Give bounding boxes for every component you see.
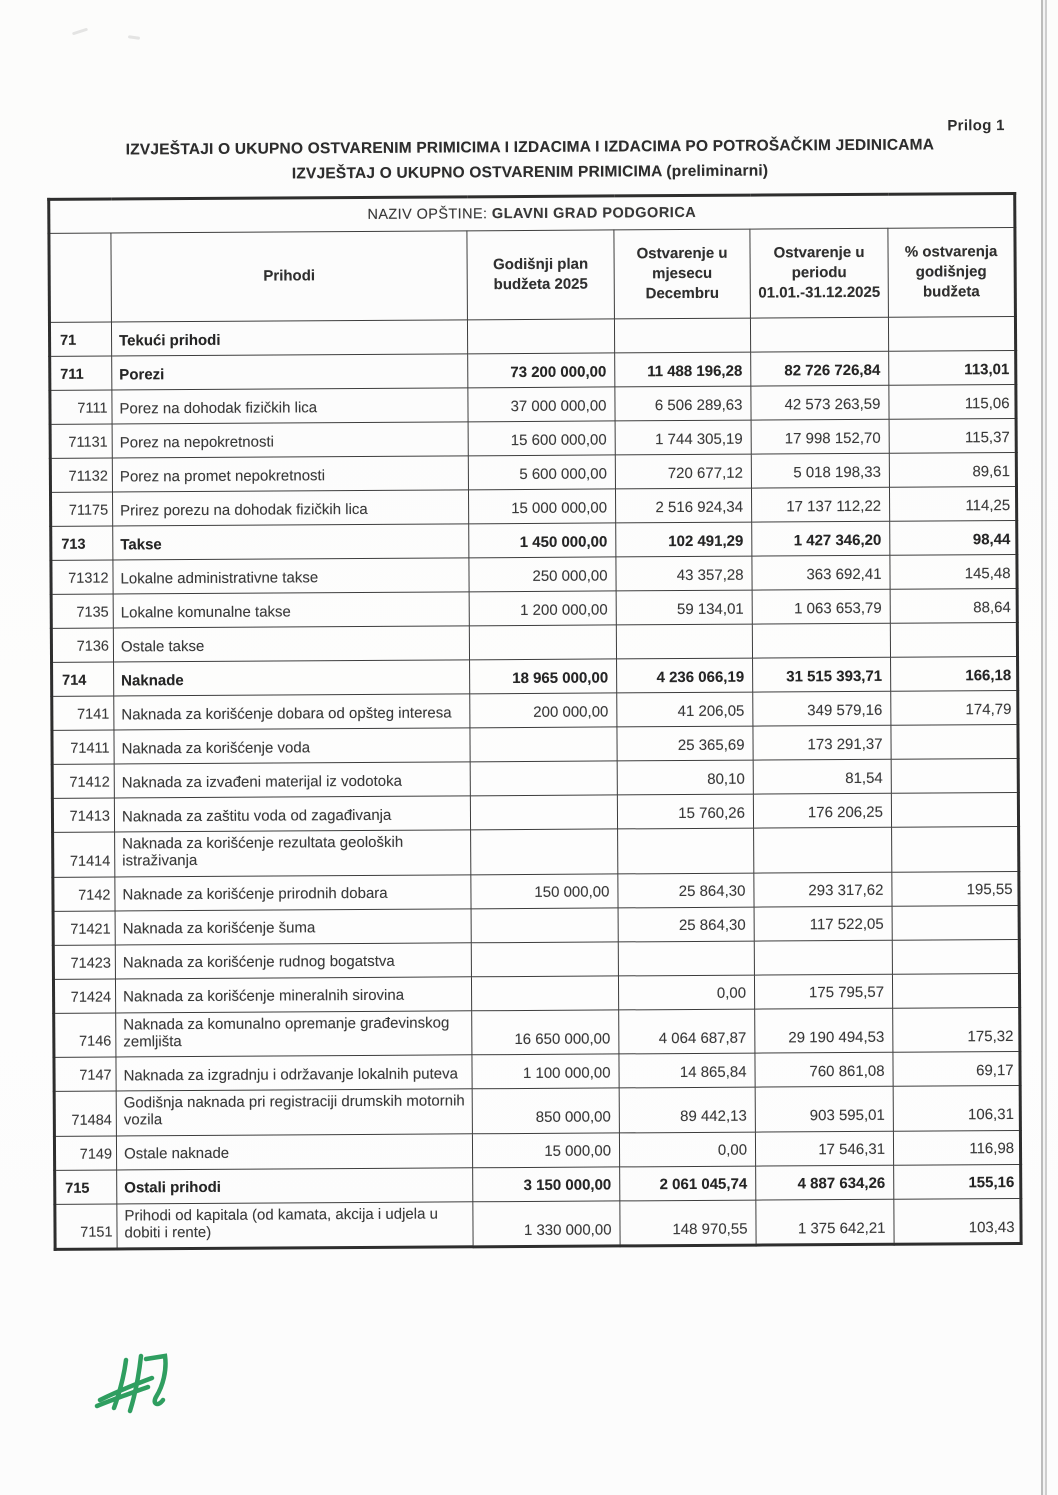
cell-pct bbox=[891, 724, 1018, 759]
cell-code: 71132 bbox=[50, 458, 112, 492]
cell-code: 71412 bbox=[52, 764, 114, 798]
cell-month: 14 865,84 bbox=[619, 1053, 755, 1088]
cell-code: 7149 bbox=[54, 1135, 116, 1169]
cell-code: 7135 bbox=[51, 594, 113, 628]
cell-plan: 850 000,00 bbox=[472, 1088, 619, 1133]
cell-period: 1 063 653,79 bbox=[752, 589, 890, 624]
cell-pct bbox=[892, 939, 1019, 974]
cell-name: Naknada za korišćenje rezultata geoloških istraživanja bbox=[115, 830, 471, 877]
report-title-line2: IZVJEŠTAJ O UKUPNO OSTVARENIM PRIMICIMA (preliminarni) bbox=[291, 162, 769, 183]
cell-name: Prirez porezu na dohodak fizičkih lica bbox=[112, 490, 468, 526]
table-row bbox=[55, 1198, 1021, 1249]
cell-name: Ostali prihodi bbox=[117, 1167, 473, 1203]
report-title-line1: IZVJEŠTAJI O UKUPNO OSTVARENIM PRIMICIMA I IZDACIMA I IZDACIMA PO POTROŠAČKIM JEDINICAMA bbox=[125, 136, 935, 159]
cell-month: 102 491,29 bbox=[616, 522, 752, 557]
cell-month: 0,00 bbox=[618, 975, 754, 1010]
cell-name: Lokalne komunalne takse bbox=[113, 592, 469, 628]
header-prihodi: Prihodi bbox=[111, 231, 468, 322]
cell-month: 2 061 045,74 bbox=[620, 1166, 756, 1201]
cell-pct: 174,79 bbox=[891, 690, 1018, 725]
cell-name: Naknada za korišćenje rudnog bogatstva bbox=[115, 942, 471, 978]
table-row bbox=[53, 826, 1019, 876]
cell-plan bbox=[471, 907, 618, 942]
cell-pct: 106,31 bbox=[893, 1085, 1020, 1130]
cell-code: 711 bbox=[50, 356, 112, 390]
cell-period: 176 206,25 bbox=[753, 793, 891, 828]
cell-code: 71411 bbox=[52, 730, 114, 764]
cell-period: 117 522,05 bbox=[754, 906, 892, 941]
cell-month: 4 064 687,87 bbox=[619, 1009, 755, 1054]
cell-month: 6 506 289,63 bbox=[615, 386, 751, 421]
cell-period: 293 317,62 bbox=[754, 872, 892, 907]
cell-period: 31 515 393,71 bbox=[753, 657, 891, 692]
cell-month bbox=[616, 624, 752, 659]
cell-pct: 145,48 bbox=[890, 554, 1017, 589]
cell-period: 82 726 726,84 bbox=[751, 351, 889, 386]
header-code bbox=[49, 233, 112, 322]
cell-pct: 88,64 bbox=[890, 588, 1017, 623]
header-period-result: Ostvarenje u periodu 01.01.-31.12.2025 bbox=[750, 228, 889, 318]
cell-month: 2 516 924,34 bbox=[615, 488, 751, 523]
cell-name: Prihodi od kapitala (od kamata, akcija i udjela u dobiti i rente) bbox=[117, 1201, 473, 1249]
cell-code: 71131 bbox=[50, 424, 112, 458]
cell-name: Lokalne administrativne takse bbox=[113, 558, 469, 594]
cell-code: 7147 bbox=[54, 1057, 116, 1091]
cell-period: 349 579,16 bbox=[753, 691, 891, 726]
cell-name: Naknade za korišćenje prirodnih dobara bbox=[115, 874, 471, 910]
cell-code: 713 bbox=[51, 526, 113, 560]
cell-name: Porez na dohodak fizičkih lica bbox=[112, 388, 468, 424]
cell-name: Ostale takse bbox=[113, 626, 469, 662]
cell-pct bbox=[892, 826, 1019, 871]
cell-name: Naknada za zaštitu voda od zagađivanja bbox=[114, 796, 470, 832]
header-month-result: Ostvarenje u mjesecu Decembru bbox=[614, 229, 751, 319]
cell-month: 25 864,30 bbox=[618, 873, 754, 908]
cell-pct: 116,98 bbox=[893, 1130, 1020, 1165]
cell-code: 7146 bbox=[54, 1012, 116, 1057]
cell-plan: 200 000,00 bbox=[470, 693, 617, 728]
cell-plan bbox=[471, 975, 618, 1010]
cell-code: 7111 bbox=[50, 390, 112, 424]
cell-name: Ostale naknade bbox=[116, 1133, 472, 1169]
cell-month bbox=[618, 828, 754, 873]
table-body bbox=[49, 316, 1021, 1249]
cell-name: Porez na promet nepokretnosti bbox=[112, 456, 468, 492]
cell-plan bbox=[471, 941, 618, 976]
cell-pct bbox=[890, 622, 1017, 657]
cell-code: 7136 bbox=[51, 628, 113, 662]
cell-period: 29 190 494,53 bbox=[755, 1008, 893, 1053]
cell-name: Porez na nepokretnosti bbox=[112, 422, 468, 458]
cell-month: 43 357,28 bbox=[616, 556, 752, 591]
cell-pct bbox=[892, 905, 1019, 940]
cell-month: 25 365,69 bbox=[617, 726, 753, 761]
cell-plan: 1 200 000,00 bbox=[469, 591, 616, 626]
cell-pct: 89,61 bbox=[889, 452, 1016, 487]
cell-code: 715 bbox=[55, 1169, 117, 1203]
cell-pct bbox=[888, 316, 1015, 351]
cell-plan: 18 965 000,00 bbox=[470, 659, 617, 694]
cell-month: 11 488 196,28 bbox=[615, 352, 751, 387]
cell-code: 71312 bbox=[51, 560, 113, 594]
cell-plan: 3 150 000,00 bbox=[473, 1166, 620, 1201]
cell-period bbox=[754, 940, 892, 975]
cell-name: Naknada za korišćenje mineralnih sirovina bbox=[115, 976, 471, 1012]
cell-plan: 73 200 000,00 bbox=[468, 353, 615, 388]
table-row bbox=[54, 1007, 1020, 1057]
cell-period: 363 692,41 bbox=[752, 555, 890, 590]
cell-name: Takse bbox=[113, 524, 469, 560]
municipality-name: GLAVNI GRAD PODGORICA bbox=[491, 204, 697, 223]
cell-period: 760 861,08 bbox=[755, 1052, 893, 1087]
cell-name: Tekući prihodi bbox=[111, 320, 467, 356]
cell-month bbox=[618, 941, 754, 976]
cell-plan: 16 650 000,00 bbox=[472, 1009, 619, 1054]
cell-name: Naknada za komunalno opremanje građevinskog zemljišta bbox=[116, 1010, 472, 1057]
cell-plan: 1 100 000,00 bbox=[472, 1054, 619, 1089]
cell-pct: 113,01 bbox=[889, 350, 1016, 385]
cell-period: 17 137 112,22 bbox=[751, 487, 889, 522]
cell-pct: 98,44 bbox=[890, 520, 1017, 555]
cell-code: 71175 bbox=[50, 492, 112, 526]
municipality-label: NAZIV OPŠTINE: bbox=[367, 206, 488, 223]
cell-month: 80,10 bbox=[617, 760, 753, 795]
cell-period: 1 427 346,20 bbox=[752, 521, 890, 556]
cell-name: Naknade bbox=[114, 660, 470, 696]
cell-plan: 5 600 000,00 bbox=[468, 455, 615, 490]
cell-pct: 114,25 bbox=[889, 486, 1016, 521]
cell-pct: 155,16 bbox=[894, 1164, 1021, 1199]
cell-code: 7151 bbox=[55, 1203, 117, 1249]
cell-plan: 250 000,00 bbox=[469, 557, 616, 592]
cell-month: 4 236 066,19 bbox=[617, 658, 753, 693]
cell-plan: 15 000 000,00 bbox=[468, 489, 615, 524]
cell-code: 71413 bbox=[52, 798, 114, 832]
cell-month: 89 442,13 bbox=[619, 1087, 755, 1132]
cell-month: 1 744 305,19 bbox=[615, 420, 751, 455]
cell-plan bbox=[471, 829, 618, 874]
cell-plan bbox=[470, 761, 617, 796]
cell-code: 7142 bbox=[53, 876, 115, 910]
cell-period: 903 595,01 bbox=[755, 1086, 893, 1131]
cell-plan bbox=[469, 625, 616, 660]
cell-code: 71423 bbox=[53, 944, 115, 978]
cell-period: 17 998 152,70 bbox=[751, 419, 889, 454]
cell-code: 71424 bbox=[53, 978, 115, 1012]
table-row bbox=[54, 1085, 1020, 1135]
cell-pct: 69,17 bbox=[893, 1051, 1020, 1086]
cell-code: 71484 bbox=[54, 1091, 116, 1136]
cell-month bbox=[614, 318, 750, 353]
cell-month: 0,00 bbox=[619, 1132, 755, 1167]
cell-period: 17 546,31 bbox=[755, 1131, 893, 1166]
table-header-row bbox=[49, 227, 1016, 322]
cell-period: 42 573 263,59 bbox=[751, 385, 889, 420]
cell-name: Godišnja naknada pri registraciji drumskih motornih vozila bbox=[116, 1089, 472, 1136]
cell-period bbox=[754, 827, 892, 872]
cell-month: 41 206,05 bbox=[617, 692, 753, 727]
cell-code: 71421 bbox=[53, 910, 115, 944]
cell-month: 59 134,01 bbox=[616, 590, 752, 625]
cell-name: Naknada za izvađeni materijal iz vodotoka bbox=[114, 762, 470, 798]
cell-period: 81,54 bbox=[753, 759, 891, 794]
cell-code: 714 bbox=[52, 662, 114, 696]
header-percent-budget: % ostvarenja godišnjeg budžeta bbox=[888, 227, 1016, 317]
cell-code: 7141 bbox=[52, 696, 114, 730]
cell-pct: 115,06 bbox=[889, 384, 1016, 419]
cell-period: 175 795,57 bbox=[754, 974, 892, 1009]
cell-pct: 103,43 bbox=[894, 1198, 1021, 1244]
cell-pct bbox=[892, 973, 1019, 1008]
cell-plan: 37 000 000,00 bbox=[468, 387, 615, 422]
cell-month: 720 677,12 bbox=[615, 454, 751, 489]
cell-name: Naknada za korišćenje šuma bbox=[115, 908, 471, 944]
cell-pct bbox=[891, 758, 1018, 793]
cell-name: Naknada za izgradnju i održavanje lokalnih puteva bbox=[116, 1055, 472, 1091]
cell-name: Naknada za korišćenje dobara od opšteg interesa bbox=[114, 694, 470, 730]
signature-scribble bbox=[88, 1342, 188, 1427]
cell-pct bbox=[891, 792, 1018, 827]
cell-period: 1 375 642,21 bbox=[756, 1199, 894, 1245]
cell-month: 25 864,30 bbox=[618, 907, 754, 942]
cell-month: 15 760,26 bbox=[617, 794, 753, 829]
cell-code: 71 bbox=[49, 322, 111, 356]
cell-plan: 1 450 000,00 bbox=[469, 523, 616, 558]
cell-month: 148 970,55 bbox=[620, 1200, 756, 1246]
cell-plan: 15 000,00 bbox=[472, 1132, 619, 1167]
cell-plan: 150 000,00 bbox=[471, 873, 618, 908]
cell-period: 4 887 634,26 bbox=[756, 1165, 894, 1200]
cell-plan bbox=[470, 727, 617, 762]
cell-period: 173 291,37 bbox=[753, 725, 891, 760]
cell-plan: 1 330 000,00 bbox=[473, 1200, 620, 1246]
cell-period: 5 018 198,33 bbox=[751, 453, 889, 488]
cell-name: Porezi bbox=[112, 354, 468, 390]
cell-plan: 15 600 000,00 bbox=[468, 421, 615, 456]
revenue-table bbox=[47, 192, 1022, 1251]
cell-period bbox=[750, 317, 888, 352]
cell-period bbox=[752, 623, 890, 658]
attachment-label: Prilog 1 bbox=[947, 117, 1005, 135]
cell-code: 71414 bbox=[53, 832, 115, 877]
cell-pct: 175,32 bbox=[893, 1007, 1020, 1052]
header-annual-plan: Godišnji plan budžeta 2025 bbox=[467, 230, 615, 320]
cell-plan bbox=[467, 319, 614, 354]
cell-pct: 195,55 bbox=[892, 871, 1019, 906]
cell-pct: 166,18 bbox=[891, 656, 1018, 691]
cell-pct: 115,37 bbox=[889, 418, 1016, 453]
cell-name: Naknada za korišćenje voda bbox=[114, 728, 470, 764]
cell-plan bbox=[470, 795, 617, 830]
